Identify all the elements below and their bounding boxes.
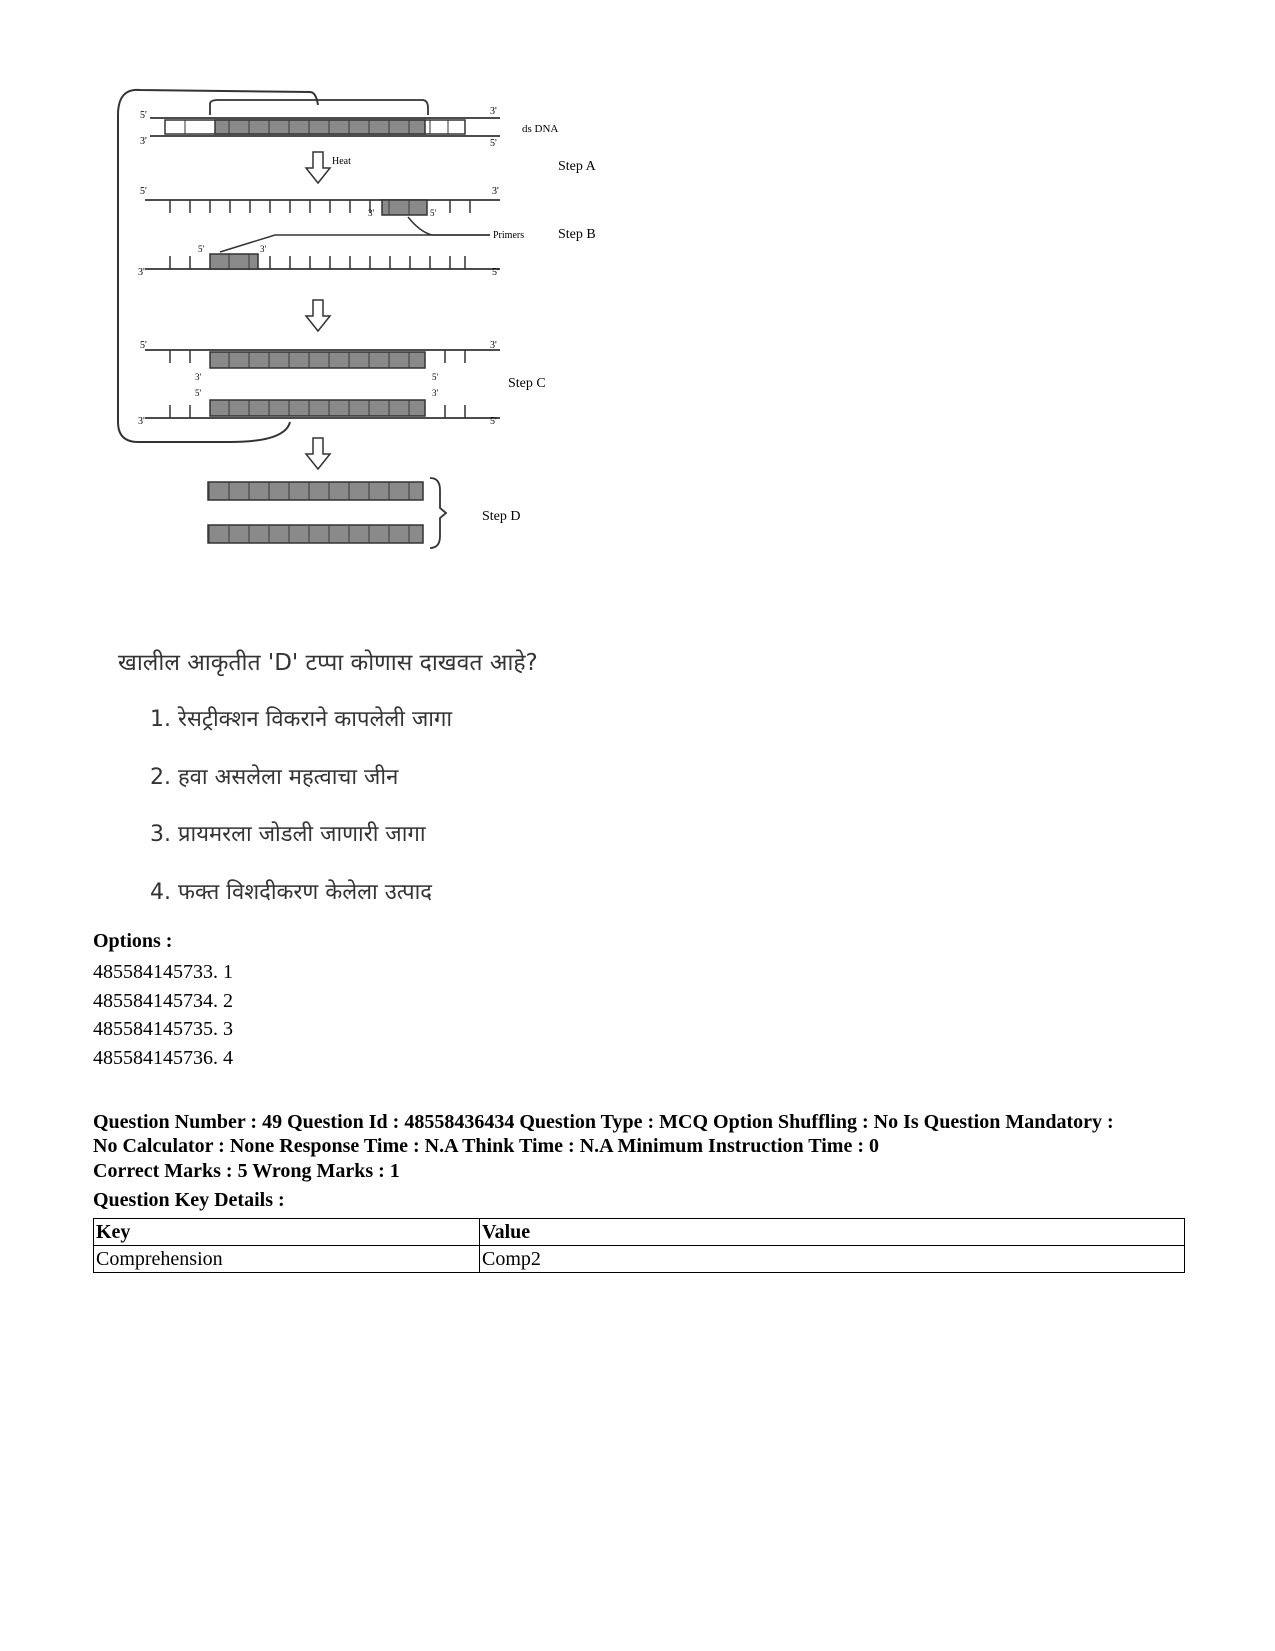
svg-text:3': 3' [138, 267, 145, 278]
table-header-row [94, 1219, 1185, 1246]
question-choice: 1. रेसट्रीक्शन विकराने कापलेली जागा [150, 707, 453, 732]
marks-line: Correct Marks : 5 Wrong Marks : 1 [93, 1160, 400, 1182]
label-ds-dna: ds DNA [522, 123, 559, 135]
svg-text:3': 3' [492, 186, 499, 197]
svg-text:3': 3' [195, 372, 202, 382]
label-step-a: Step A [558, 159, 596, 174]
option-item: 485584145734. 2 [93, 989, 233, 1012]
svg-text:3': 3' [490, 106, 497, 117]
down-arrow-icon [306, 300, 330, 331]
options-list [93, 958, 233, 1072]
label-heat: Heat [332, 156, 351, 167]
pcr-diagram [110, 70, 630, 590]
option-item: 485584145736. 4 [93, 1046, 233, 1069]
svg-text:5': 5' [140, 340, 147, 351]
svg-text:5': 5' [490, 138, 497, 149]
key-table [93, 1218, 1185, 1273]
table-cell: Comprehension [94, 1246, 480, 1273]
svg-text:3': 3' [140, 136, 147, 147]
svg-text:3': 3' [260, 244, 267, 254]
svg-text:5': 5' [492, 267, 499, 278]
svg-text:5': 5' [432, 372, 439, 382]
down-arrow-icon [306, 438, 330, 469]
question-meta [93, 1110, 1193, 1158]
svg-text:5': 5' [490, 416, 497, 427]
question-choice: 4. फक्त विशदीकरण केलेला उत्पाद [150, 880, 432, 905]
meta-line: No Calculator : None Response Time : N.A Think Time : N.A Minimum Instruction Time : 0 [93, 1135, 879, 1157]
svg-text:3': 3' [432, 388, 439, 398]
question-choice: 2. हवा असलेला महत्वाचा जीन [150, 765, 399, 790]
label-step-c: Step C [508, 376, 546, 391]
question-choice: 3. प्रायमरला जोडली जाणारी जागा [150, 822, 426, 847]
svg-text:3': 3' [490, 340, 497, 351]
label-primers: Primers [493, 230, 525, 241]
options-heading: Options : [93, 930, 173, 952]
label-step-d: Step D [482, 509, 521, 524]
table-row [94, 1246, 1185, 1273]
key-details-heading: Question Key Details : [93, 1189, 285, 1211]
meta-line: Question Number : 49 Question Id : 48558436434 Question Type : MCQ Option Shuffling : No Is Question Mandatory : [93, 1111, 1114, 1133]
option-item: 485584145733. 1 [93, 961, 233, 983]
down-arrow-icon [306, 152, 330, 183]
svg-text:5': 5' [140, 186, 147, 197]
svg-text:3': 3' [368, 208, 375, 218]
label-5prime: 5' [140, 110, 147, 121]
svg-text:5': 5' [430, 208, 437, 218]
label-step-b: Step B [558, 227, 596, 242]
svg-text:5': 5' [195, 388, 202, 398]
column-header: Key [94, 1219, 480, 1246]
question-text: खालील आकृतीत 'D' टप्पा कोणास दाखवत आहे? [118, 650, 538, 676]
table-cell: Comp2 [480, 1246, 1185, 1273]
option-item: 485584145735. 3 [93, 1018, 233, 1040]
svg-text:3': 3' [138, 416, 145, 427]
column-header: Value [480, 1219, 1185, 1246]
svg-text:5': 5' [198, 244, 205, 254]
